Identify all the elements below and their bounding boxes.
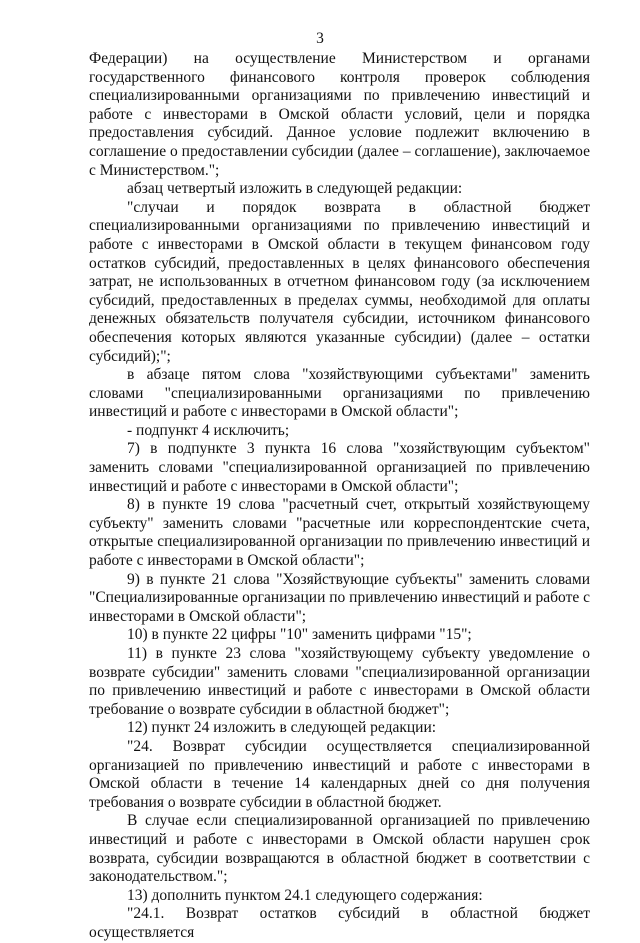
paragraph: абзац четвертый изложить в следующей редакции: bbox=[127, 180, 463, 198]
paragraph: "24. Возврат субсидии осуществляется специализированной организацией по привлечению инвестиций и работе с инвесторами в Омской области в течение 14 календарных дней со дня получения требования о возврате субсидии в областной бюджет. bbox=[89, 737, 590, 811]
paragraph: 12) пункт 24 изложить в следующей редакции: bbox=[127, 719, 437, 737]
paragraph: 7) в подпункте 3 пункта 16 слова "хозяйствующим субъектом" заменить словами "специализированной организацией по привлечению инвестиций и работе с инвесторами в Омской области"; bbox=[89, 440, 590, 495]
paragraph: Федерации) на осуществление Министерством и органами государственного финансового контроля проверок соблюдения специализированными организациями по привлечению инвестиций и работе с инвесторами в Омской области условий, цели и порядка предоставления субсидий. Данное условие подлежит включению в соглашение о предоставлении субсидии (далее – соглашение), заключаемое с Министерством."; bbox=[89, 50, 590, 179]
paragraph: 11) в пункте 23 слова "хозяйствующему субъекту уведомление о возврате субсидии" заменить словами "специализированной организации по привлечению инвестиций и работе с инвесторами в Омской области требование о возврате субсидии в областной бюджет"; bbox=[89, 645, 590, 718]
paragraph: В случае если специализированной организацией по привлечению инвестиций и работе с инвесторами в Омской области нарушен срок возврата, субсидии возвращаются в областной бюджет в соответствии с законодательством."; bbox=[89, 812, 590, 886]
paragraph: 10) в пункте 22 цифры "10" заменить цифрами "15"; bbox=[127, 626, 472, 644]
paragraph: 8) в пункте 19 слова "расчетный счет, открытый хозяйствующему субъекту" заменить словами "расчетные или корреспондентские счета, открытые специализированной организации по привлечению инвестиций и работе с инвесторами в Омской области"; bbox=[89, 496, 590, 570]
paragraph: "24.1. Возврат остатков субсидий в областной бюджет осуществляется bbox=[89, 905, 590, 941]
document-body bbox=[89, 50, 590, 943]
paragraph: - подпункт 4 исключить; bbox=[127, 421, 290, 439]
paragraph: в абзаце пятом слова "хозяйствующими субъектами" заменить словами "специализированными организациями по привлечению инвестиций и работе с инвесторами в Омской области"; bbox=[89, 366, 590, 421]
page-number: 3 bbox=[316, 30, 324, 47]
paragraph: 13) дополнить пунктом 24.1 следующего содержания: bbox=[127, 886, 483, 904]
paragraph: 9) в пункте 21 слова "Хозяйствующие субъекты" заменить словами "Специализированные организации по привлечению инвестиций и работе с инвесторами в Омской области"; bbox=[89, 570, 590, 625]
paragraph: "случаи и порядок возврата в областной бюджет специализированными организациями по привлечению инвестиций и работе с инвесторами в Омской области в текущем финансовом году остатков субсидий, предоставленных в целях финансового обеспечения затрат, не использованных в отчетном финансовом году (за исключением субсидий, предоставленных в пределах суммы, необходимой для оплаты денежных обязательств получателя субсидии, источником финансового обеспечения которых являются указанные субсидии) (далее – остатки субсидий);"; bbox=[89, 198, 590, 365]
